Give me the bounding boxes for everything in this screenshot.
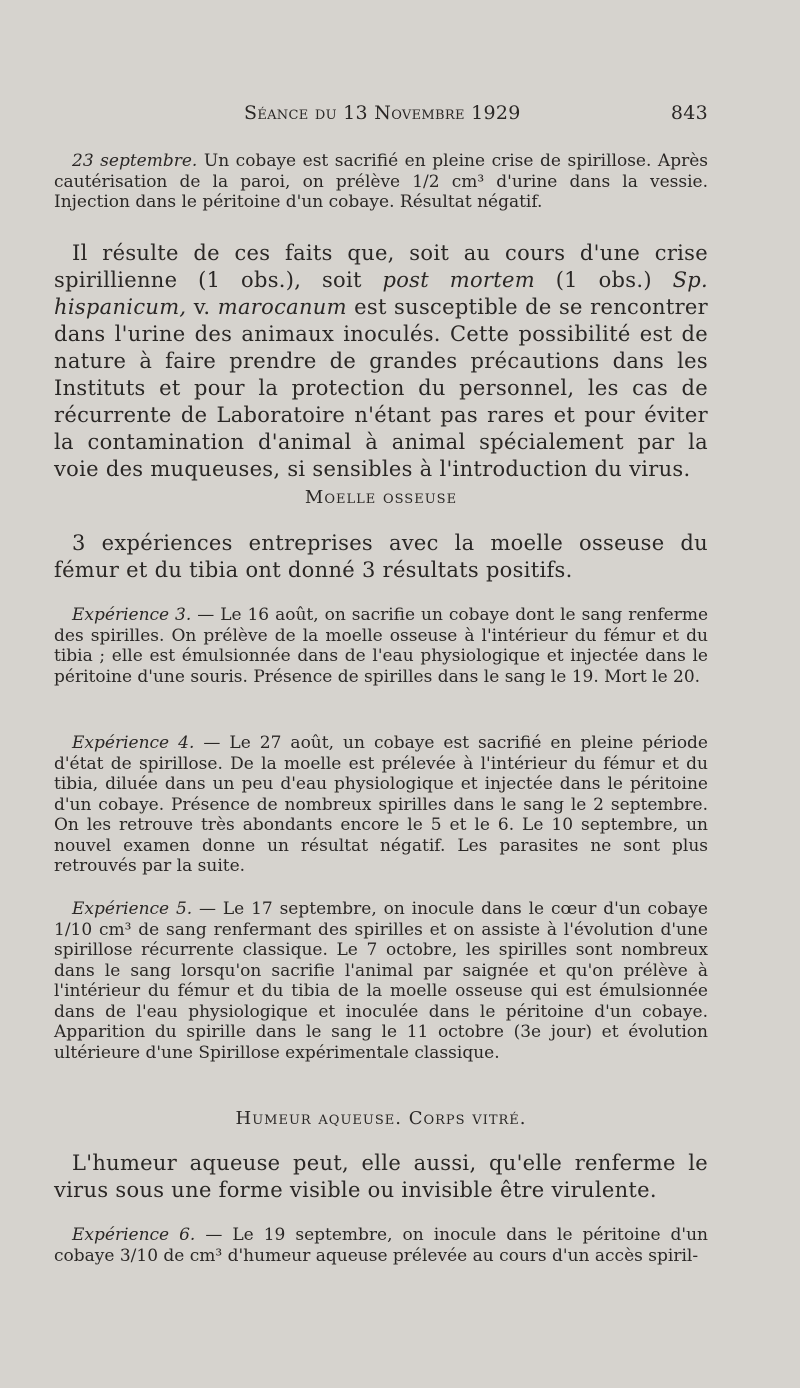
paragraph-text: — Le 27 août, un cobaye est sacrifié en pleine période d'état de spirillose. De la moelle est prélevée à l'intérieur du fémur et du tibia, diluée dans un peu d'eau physiologique et injectée dans le péritoine d'un cobaye. Présence de nombreux spirilles dans le sang le 2 septembre. On les retrouve très abondants encore le 5 et le 6. Le 10 septembre, un nouvel examen donne un résultat négatif. Les parasites ne sont plus retrouvés par la suite.: [54, 733, 708, 876]
section-title-humeur-aqueuse: Humeur aqueuse. Corps vitré.: [235, 1108, 527, 1129]
paragraph-moelle-intro: 3 expériences entreprises avec la moelle osseuse du fémur et du tibia ont donné 3 résultats positifs.: [54, 531, 708, 582]
running-title: Séance du 13 Novembre 1929: [244, 102, 521, 124]
running-header: [54, 102, 708, 126]
paragraph-text: — Le 19 septembre, on inocule dans le péritoine d'un cobaye 3/10 de cm³ d'humeur aqueuse prélevée au cours d'un accès spiril-: [54, 1225, 708, 1266]
text-run: v.: [186, 295, 218, 319]
paragraph-experience-3: [54, 605, 708, 687]
paragraph-text: — Le 17 septembre, on inocule dans le cœur d'un cobaye 1/10 cm³ de sang renfermant des spirilles et on assiste à l'évolution d'une spirillose récurrente classique. Le 7 octobre, les spirilles sont nombreux dans le sang lorsqu'on sacrifie l'animal par saignée et qu'on prélève à l'intérieur du fémur et du tibia de la moelle osseuse qui est émulsionnée dans de l'eau physiologique et inoculée dans le péritoine d'un cobaye. Apparition du spirille dans le sang le 11 octobre (3e jour) et évolution ultérieure d'une Spirillose expérimentale classique.: [54, 899, 708, 1063]
italic-run: Sp. hispanicum,: [54, 268, 708, 319]
experience-label: Expérience 5.: [72, 899, 193, 919]
paragraph-23-septembre: [54, 151, 708, 213]
section-title-moelle-osseuse: Moelle osseuse: [304, 487, 458, 508]
paragraph-text: Un cobaye est sacrifié en pleine crise de spirillose. Après cautérisation de la paroi, on prélève 1/2 cm³ d'urine dans la vessie. Injection dans le péritoine d'un cobaye. Résultat négatif.: [54, 151, 708, 212]
text-run: (1 obs.): [534, 268, 673, 292]
italic-run: marocanum: [217, 295, 347, 319]
paragraph-experience-5: [54, 899, 708, 1063]
experience-label: Expérience 6.: [72, 1225, 196, 1245]
paragraph-experience-6: [54, 1225, 708, 1266]
date-label: 23 septembre.: [72, 151, 198, 171]
paragraph-conclusion-urine: [54, 240, 708, 483]
experience-label: Expérience 3.: [72, 605, 192, 625]
text-run: Il résulte de ces faits que, soit au cours d'une crise spirillienne (1 obs.), soit: [54, 241, 708, 292]
experience-label: Expérience 4.: [72, 733, 195, 753]
paragraph-text: — Le 16 août, on sacrifie un cobaye dont le sang renferme des spirilles. On prélève de la moelle osseuse à l'intérieur du fémur et du tibia ; elle est émulsionnée dans de l'eau physiologique et injectée dans le péritoine d'une souris. Présence de spirilles dans le sang le 19. Mort le 20.: [54, 605, 709, 687]
italic-run: post mortem: [382, 268, 535, 292]
paragraph-experience-4: [54, 733, 708, 877]
paragraph-humeur-intro: L'humeur aqueuse peut, elle aussi, qu'elle renferme le virus sous une forme visible ou invisible être virulente.: [54, 1151, 708, 1202]
page-number: 843: [670, 102, 708, 124]
text-run: est susceptible de se rencontrer dans l'urine des animaux inoculés. Cette possibilité est de nature à faire prendre de grandes précautions dans les Instituts et pour la protection du personnel, les cas de récurrente de Laboratoire n'étant pas rares et pour éviter la contamination d'animal à animal spécialement par la voie des muqueuses, si sensibles à l'introduction du virus.: [54, 295, 708, 481]
